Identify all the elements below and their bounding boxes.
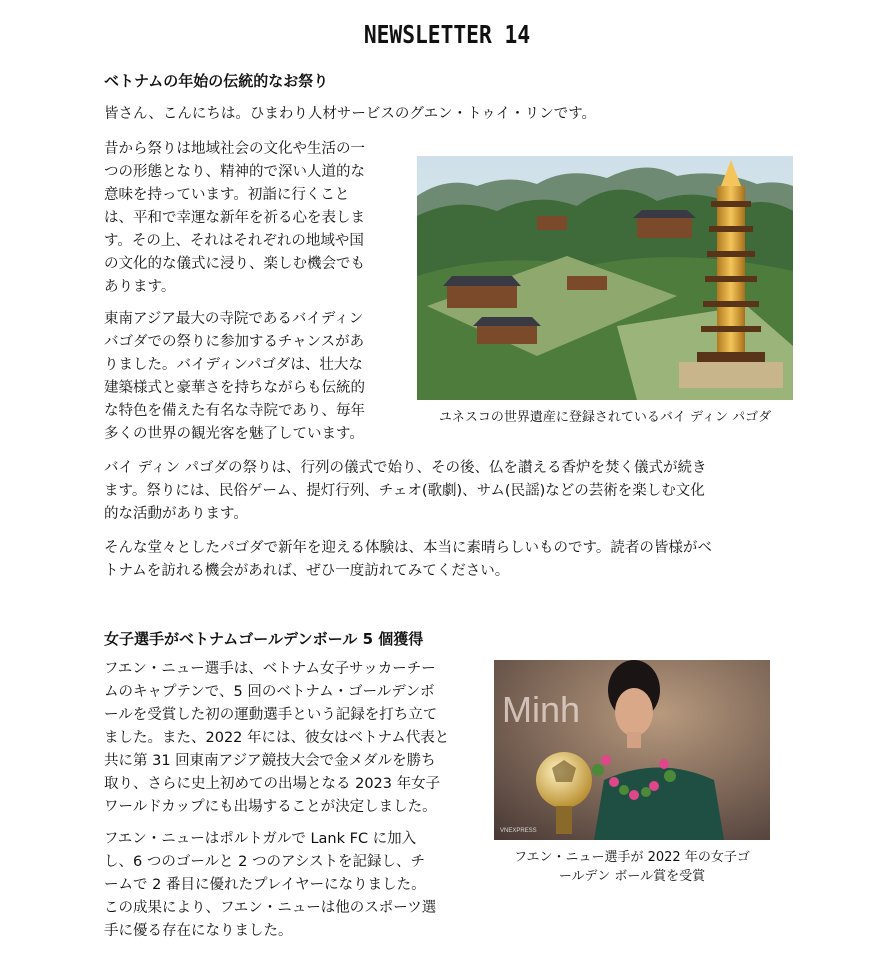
newsletter-title: NEWSLETTER 14	[363, 20, 531, 49]
section1-paragraph-4	[104, 537, 804, 583]
text-line: な特色を備えた有名な寺院であり、毎年	[104, 403, 365, 419]
greeting-text: 皆さん、こんにちは。ひまわり人材サービスのグエン・トゥイ・リンです。	[104, 106, 597, 122]
text-line: 的な活動があります。	[104, 506, 248, 522]
text-line: ムのキャプテンで、5 回のベトナム・ゴールデンボ	[104, 684, 435, 700]
text-line: ワールドカップにも出場することが決定しました。	[104, 799, 437, 815]
section2-heading: 女子選手がベトナムゴールデンボール 5 個獲得	[104, 630, 424, 648]
text-line: し、6 つのゴールと 2 つのアシストを記録し、チ	[104, 854, 425, 870]
text-line: 共に第 31 回東南アジア競技大会で金メダルを勝ち	[104, 753, 436, 769]
section2-paragraph-2	[104, 828, 488, 943]
player-illustration	[494, 660, 770, 840]
section1-paragraph-3	[104, 457, 804, 526]
text-line: の文化的な儀式に浸り、楽しむ機会でも	[104, 256, 365, 272]
text-line: フエン・ニューはポルトガルで Lank FC に加入	[104, 831, 417, 847]
text-line: 取り、さらに史上初めての出場となる 2023 年女子	[104, 776, 441, 792]
text-line: ます。祭りには、民俗ゲーム、提灯行列、チェオ(歌劇)、サム(民謡)などの芸術を楽しむ文化	[104, 483, 705, 499]
section1-heading: ベトナムの年始の伝統的なお祭り	[104, 72, 329, 90]
text-line: ームで 2 番目に優れたプレイヤーになりました。	[104, 877, 426, 893]
image-watermark: VNEXPRESS	[500, 828, 537, 834]
background-text: Minh	[502, 689, 581, 730]
pagoda-caption: ユネスコの世界遺産に登録されているバイ ディン パゴダ	[438, 410, 772, 425]
text-line: ました。また、2022 年には、彼女はベトナム代表と	[104, 730, 450, 746]
section1-paragraph-1	[104, 138, 404, 299]
text-line: バゴダでの祭りに参加するチャンスがあ	[104, 334, 365, 350]
player-caption	[486, 848, 778, 886]
text-line: 多くの世界の観光客を魅了しています。	[104, 426, 364, 442]
pagoda-photo	[417, 156, 793, 400]
text-line: つの形態となり、精神的で深い人道的な	[104, 164, 365, 180]
text-line: ールを受賞した初の運動選手という記録を打ち立て	[104, 707, 438, 723]
text-line: 東南アジア最大の寺院であるバイディン	[104, 311, 364, 327]
text-line: 手に優る存在になりました。	[104, 923, 293, 939]
text-line: フエン・ニュー選手は、ベトナム女子サッカーチー	[104, 661, 436, 677]
pagoda-illustration	[417, 156, 793, 400]
text-line: 昔から祭りは地域社会の文化や生活の一	[104, 141, 365, 157]
section2-paragraph-1	[104, 658, 488, 819]
text-line: は、平和で幸運な新年を祈る心を表しま	[104, 210, 365, 226]
text-line: す。その上、それはそれぞれの地域や国	[104, 233, 364, 249]
text-line: そんな堂々としたパゴダで新年を迎える体験は、本当に素晴らしいものです。読者の皆様がベ	[104, 540, 712, 556]
text-line: この成果により、フエン・ニューは他のスポーツ選	[104, 900, 437, 916]
section1-paragraph-2	[104, 308, 404, 446]
caption-line: ールデン ボール賞を受賞	[558, 869, 706, 884]
text-line: 意味を持っています。初詣に行くこと	[104, 187, 350, 203]
player-photo	[494, 660, 770, 840]
caption-line: フエン・ニュー選手が 2022 年の女子ゴ	[514, 850, 750, 865]
text-line: あります。	[104, 279, 176, 295]
text-line: りました。バイディンパゴダは、壮大な	[104, 357, 363, 373]
text-line: バイ ディン パゴダの祭りは、行列の儀式で始り、その後、仏を讃える香炉を焚く儀式が続き	[104, 460, 707, 476]
text-line: 建築様式と豪華さを持ちながらも伝統的	[104, 380, 365, 396]
text-line: トナムを訪れる機会があれば、ぜひ一度訪れてみてください。	[104, 563, 510, 579]
